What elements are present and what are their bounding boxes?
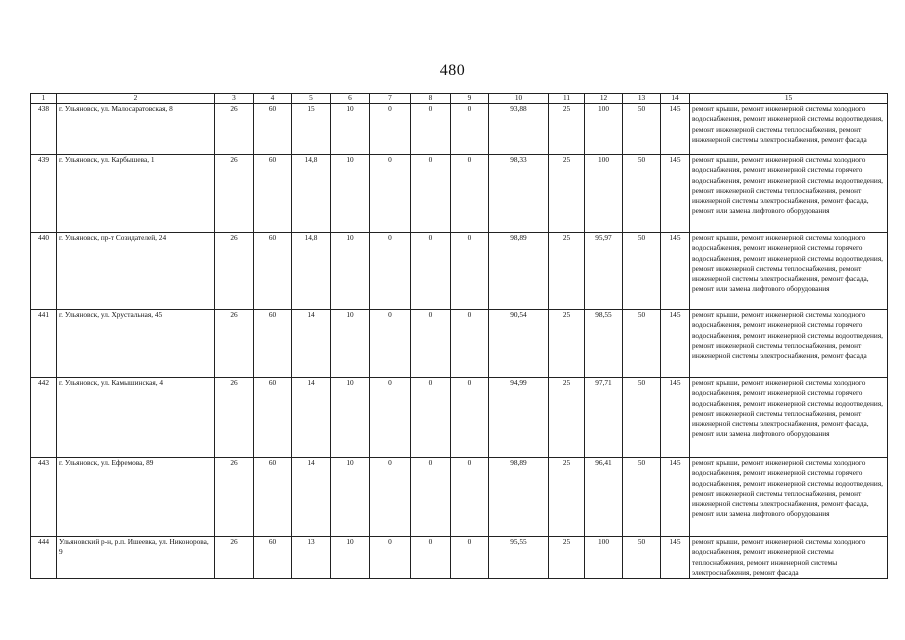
works-cell: ремонт крыши, ремонт инженерной системы холодного водоснабжения, ремонт инженерной системы горячего водоснабжения, ремонт инженерной системы водоотведения, ремонт инженерной системы теплоснабжения, ремонт инженерной системы электроснабжения, ремонт фасада, ремонт или замена лифтового оборудования xyxy=(690,378,888,458)
value-cell: 0 xyxy=(411,458,451,537)
value-cell: 14,8 xyxy=(292,155,331,233)
value-cell: 10 xyxy=(331,310,370,378)
value-cell: 50 xyxy=(623,104,661,155)
value-cell: 96,41 xyxy=(585,458,623,537)
value-cell: 26 xyxy=(215,104,254,155)
value-cell: 60 xyxy=(254,458,292,537)
table-row xyxy=(31,310,888,378)
value-cell: 50 xyxy=(623,378,661,458)
value-cell: 145 xyxy=(661,104,690,155)
value-cell: 0 xyxy=(370,458,411,537)
value-cell: 14 xyxy=(292,458,331,537)
table-row xyxy=(31,233,888,310)
value-cell: 145 xyxy=(661,155,690,233)
column-header: 15 xyxy=(690,94,888,104)
address-cell: Ульяновский р-н, р.п. Ишеевка, ул. Никонорова, 9 xyxy=(57,537,215,579)
address-cell: г. Ульяновск, ул. Малосаратовская, 8 xyxy=(57,104,215,155)
value-cell: 60 xyxy=(254,155,292,233)
column-header: 5 xyxy=(292,94,331,104)
column-header: 3 xyxy=(215,94,254,104)
table-row xyxy=(31,104,888,155)
value-cell: 0 xyxy=(370,233,411,310)
value-cell: 26 xyxy=(215,233,254,310)
value-cell: 10 xyxy=(331,233,370,310)
value-cell: 26 xyxy=(215,537,254,579)
value-cell: 90,54 xyxy=(489,310,549,378)
value-cell: 14 xyxy=(292,378,331,458)
value-cell: 0 xyxy=(411,310,451,378)
page-number: 480 xyxy=(439,62,466,79)
value-cell: 26 xyxy=(215,378,254,458)
value-cell: 25 xyxy=(549,155,585,233)
value-cell: 100 xyxy=(585,155,623,233)
value-cell: 25 xyxy=(549,104,585,155)
value-cell: 10 xyxy=(331,155,370,233)
value-cell: 145 xyxy=(661,310,690,378)
value-cell: 25 xyxy=(549,537,585,579)
value-cell: 50 xyxy=(623,155,661,233)
column-header: 10 xyxy=(489,94,549,104)
value-cell: 98,55 xyxy=(585,310,623,378)
value-cell: 0 xyxy=(451,310,489,378)
value-cell: 0 xyxy=(370,155,411,233)
value-cell: 98,89 xyxy=(489,233,549,310)
column-header: 11 xyxy=(549,94,585,104)
value-cell: 145 xyxy=(661,233,690,310)
column-header: 14 xyxy=(661,94,690,104)
value-cell: 0 xyxy=(411,537,451,579)
column-header: 7 xyxy=(370,94,411,104)
value-cell: 98,33 xyxy=(489,155,549,233)
value-cell: 25 xyxy=(549,458,585,537)
value-cell: 50 xyxy=(623,537,661,579)
column-header: 9 xyxy=(451,94,489,104)
value-cell: 26 xyxy=(215,155,254,233)
works-cell: ремонт крыши, ремонт инженерной системы холодного водоснабжения, ремонт инженерной системы горячего водоснабжения, ремонт инженерной системы водоотведения, ремонт инженерной системы теплоснабжения, ремонт инженерной системы электроснабжения, ремонт фасада, ремонт или замена лифтового оборудования xyxy=(690,155,888,233)
value-cell: 10 xyxy=(331,458,370,537)
value-cell: 60 xyxy=(254,310,292,378)
works-cell: ремонт крыши, ремонт инженерной системы холодного водоснабжения, ремонт инженерной системы горячего водоснабжения, ремонт инженерной системы водоотведения, ремонт инженерной системы теплоснабжения, ремонт инженерной системы электроснабжения, ремонт фасада, ремонт или замена лифтового оборудования xyxy=(690,458,888,537)
address-cell: г. Ульяновск, пр-т Созидателей, 24 xyxy=(57,233,215,310)
column-header: 12 xyxy=(585,94,623,104)
value-cell: 14,8 xyxy=(292,233,331,310)
value-cell: 93,88 xyxy=(489,104,549,155)
value-cell: 25 xyxy=(549,233,585,310)
table-row xyxy=(31,378,888,458)
value-cell: 60 xyxy=(254,233,292,310)
value-cell: 95,55 xyxy=(489,537,549,579)
column-header: 2 xyxy=(57,94,215,104)
column-header: 1 xyxy=(31,94,57,104)
value-cell: 0 xyxy=(370,104,411,155)
value-cell: 145 xyxy=(661,458,690,537)
column-number-row xyxy=(31,94,888,104)
value-cell: 26 xyxy=(215,310,254,378)
row-number: 439 xyxy=(31,155,57,233)
value-cell: 100 xyxy=(585,104,623,155)
row-number: 441 xyxy=(31,310,57,378)
value-cell: 50 xyxy=(623,233,661,310)
value-cell: 0 xyxy=(451,378,489,458)
value-cell: 50 xyxy=(623,458,661,537)
works-cell: ремонт крыши, ремонт инженерной системы холодного водоснабжения, ремонт инженерной системы теплоснабжения, ремонт инженерной системы электроснабжения, ремонт фасада xyxy=(690,537,888,579)
value-cell: 98,89 xyxy=(489,458,549,537)
value-cell: 50 xyxy=(623,310,661,378)
table-row xyxy=(31,537,888,579)
row-number: 442 xyxy=(31,378,57,458)
column-header: 13 xyxy=(623,94,661,104)
value-cell: 100 xyxy=(585,537,623,579)
value-cell: 0 xyxy=(370,310,411,378)
works-cell: ремонт крыши, ремонт инженерной системы холодного водоснабжения, ремонт инженерной системы водоотведения, ремонт инженерной системы теплоснабжения, ремонт инженерной системы электроснабжения, ремонт фасада xyxy=(690,104,888,155)
row-number: 440 xyxy=(31,233,57,310)
value-cell: 0 xyxy=(451,458,489,537)
value-cell: 26 xyxy=(215,458,254,537)
capital-repair-table xyxy=(30,93,888,579)
address-cell: г. Ульяновск, ул. Камышинская, 4 xyxy=(57,378,215,458)
value-cell: 0 xyxy=(411,155,451,233)
column-header: 4 xyxy=(254,94,292,104)
row-number: 444 xyxy=(31,537,57,579)
address-cell: г. Ульяновск, ул. Хрустальная, 45 xyxy=(57,310,215,378)
value-cell: 25 xyxy=(549,378,585,458)
value-cell: 94,99 xyxy=(489,378,549,458)
value-cell: 0 xyxy=(451,537,489,579)
row-number: 443 xyxy=(31,458,57,537)
value-cell: 0 xyxy=(411,104,451,155)
table-row xyxy=(31,155,888,233)
value-cell: 60 xyxy=(254,104,292,155)
works-cell: ремонт крыши, ремонт инженерной системы холодного водоснабжения, ремонт инженерной системы горячего водоснабжения, ремонт инженерной системы водоотведения, ремонт инженерной системы теплоснабжения, ремонт инженерной системы электроснабжения, ремонт фасада xyxy=(690,310,888,378)
address-cell: г. Ульяновск, ул. Ефремова, 89 xyxy=(57,458,215,537)
value-cell: 0 xyxy=(370,537,411,579)
value-cell: 14 xyxy=(292,310,331,378)
value-cell: 15 xyxy=(292,104,331,155)
value-cell: 0 xyxy=(370,378,411,458)
value-cell: 10 xyxy=(331,378,370,458)
value-cell: 145 xyxy=(661,537,690,579)
value-cell: 60 xyxy=(254,378,292,458)
value-cell: 13 xyxy=(292,537,331,579)
value-cell: 10 xyxy=(331,537,370,579)
works-cell: ремонт крыши, ремонт инженерной системы холодного водоснабжения, ремонт инженерной системы горячего водоснабжения, ремонт инженерной системы водоотведения, ремонт инженерной системы теплоснабжения, ремонт инженерной системы электроснабжения, ремонт фасада, ремонт или замена лифтового оборудования xyxy=(690,233,888,310)
table-row xyxy=(31,458,888,537)
value-cell: 0 xyxy=(411,233,451,310)
row-number: 438 xyxy=(31,104,57,155)
value-cell: 60 xyxy=(254,537,292,579)
value-cell: 0 xyxy=(451,155,489,233)
value-cell: 145 xyxy=(661,378,690,458)
value-cell: 0 xyxy=(451,233,489,310)
address-cell: г. Ульяновск, ул. Карбышева, 1 xyxy=(57,155,215,233)
value-cell: 95,97 xyxy=(585,233,623,310)
value-cell: 97,71 xyxy=(585,378,623,458)
value-cell: 10 xyxy=(331,104,370,155)
value-cell: 0 xyxy=(451,104,489,155)
value-cell: 25 xyxy=(549,310,585,378)
column-header: 6 xyxy=(331,94,370,104)
value-cell: 0 xyxy=(411,378,451,458)
column-header: 8 xyxy=(411,94,451,104)
